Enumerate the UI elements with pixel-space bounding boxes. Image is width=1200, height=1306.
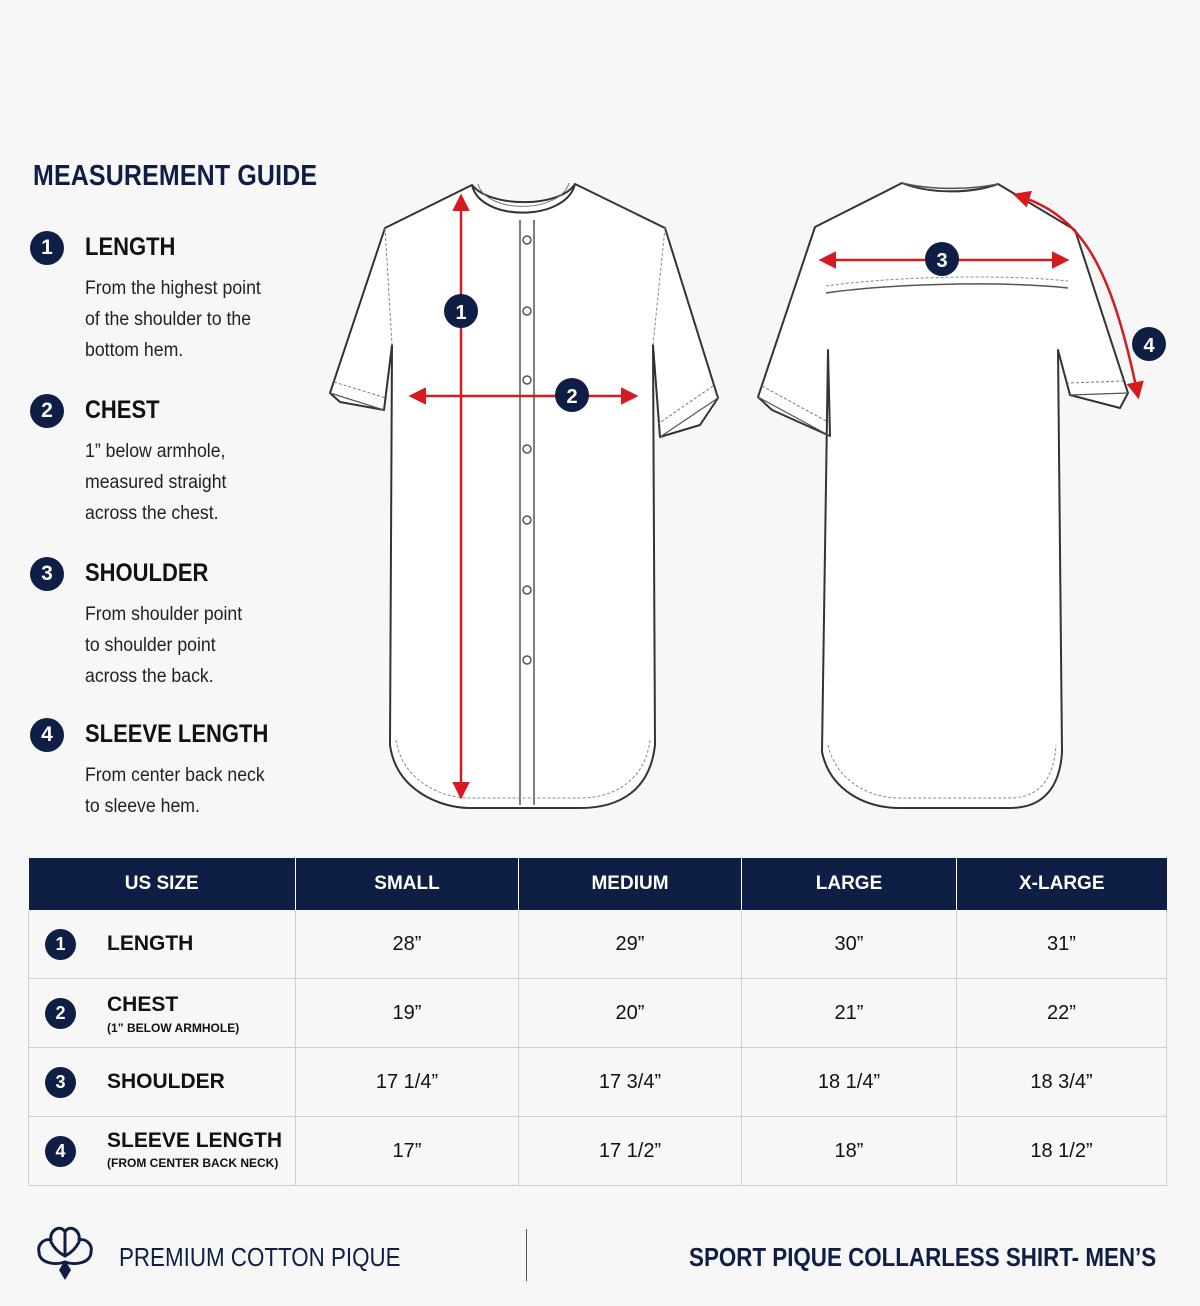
svg-text:1: 1 [455, 302, 467, 324]
header-medium: MEDIUM [519, 858, 742, 910]
table-row [29, 910, 1167, 979]
row-subtitle: (1” BELOW ARMHOLE) [107, 1021, 240, 1035]
step-heading: CHEST [85, 396, 160, 424]
sleeve-length-badge [1132, 327, 1166, 361]
svg-text:4: 4 [1143, 335, 1155, 357]
desc-line: 1” below armhole, [85, 441, 226, 462]
row-name: CHEST [107, 993, 179, 1016]
step-heading: LENGTH [85, 233, 176, 261]
desc-line: of the shoulder to the [85, 309, 252, 330]
desc-line: From the highest point [85, 278, 261, 299]
shoulder-badge [925, 242, 959, 276]
table-cell: 20” [519, 979, 742, 1048]
table-cell: 31” [957, 910, 1167, 979]
desc-line: From shoulder point [85, 604, 243, 625]
table-cell: 17 3/4” [519, 1048, 742, 1117]
chest-badge [555, 378, 589, 412]
svg-text:3: 3 [936, 250, 948, 272]
table-cell: 22” [957, 979, 1167, 1048]
footer-divider [526, 1229, 527, 1281]
table-row [29, 979, 1167, 1048]
step-heading: SHOULDER [85, 559, 209, 587]
desc-line: across the back. [85, 666, 214, 687]
footer-fabric-label: PREMIUM COTTON PIQUE [119, 1242, 401, 1272]
desc-line: measured straight [85, 472, 227, 493]
table-row [29, 1048, 1167, 1117]
footer-product-name: SPORT PIQUE COLLARLESS SHIRT- MEN’S [688, 1242, 1156, 1272]
row-number-badge: 3 [45, 1067, 76, 1098]
table-cell: 19” [296, 979, 519, 1048]
desc-line: bottom hem. [85, 340, 184, 361]
size-chart-table [28, 858, 1167, 1186]
table-cell: 30” [742, 910, 957, 979]
table-cell: 28” [296, 910, 519, 979]
table-cell: 18 3/4” [957, 1048, 1167, 1117]
desc-line: to sleeve hem. [85, 796, 200, 817]
length-badge [444, 294, 478, 328]
row-name: LENGTH [107, 932, 194, 955]
row-label-cell [29, 910, 296, 979]
table-cell: 21” [742, 979, 957, 1048]
step-number-badge: 3 [30, 557, 64, 591]
header-x-large: X-LARGE [957, 858, 1167, 910]
row-name: SHOULDER [107, 1070, 225, 1093]
back-shirt-illustration [758, 183, 1166, 808]
step-number-badge: 4 [30, 718, 64, 752]
svg-text:2: 2 [566, 386, 578, 408]
row-subtitle: (FROM CENTER BACK NECK) [107, 1156, 279, 1170]
step-number-badge: 1 [30, 231, 64, 265]
step-number-badge: 2 [30, 394, 64, 428]
table-row [29, 1117, 1167, 1186]
table-header-row [29, 858, 1167, 910]
table-cell: 17 1/2” [519, 1117, 742, 1186]
row-label-cell [29, 979, 296, 1048]
desc-line: From center back neck [85, 765, 265, 786]
header-us-size: US SIZE [29, 858, 296, 910]
row-label-cell [29, 1048, 296, 1117]
table-cell: 29” [519, 910, 742, 979]
row-number-badge: 2 [45, 998, 76, 1029]
desc-line: across the chest. [85, 503, 219, 524]
row-number-badge: 1 [45, 929, 76, 960]
row-label-cell [29, 1117, 296, 1186]
row-name: SLEEVE LENGTH [107, 1129, 283, 1152]
table-cell: 17” [296, 1117, 519, 1186]
header-small: SMALL [296, 858, 519, 910]
table-cell: 17 1/4” [296, 1048, 519, 1117]
table-cell: 18 1/4” [742, 1048, 957, 1117]
row-number-badge: 4 [45, 1136, 76, 1167]
table-cell: 18 1/2” [957, 1117, 1167, 1186]
header-large: LARGE [742, 858, 957, 910]
measurement-guide-title: MEASUREMENT GUIDE [33, 160, 318, 192]
step-heading: SLEEVE LENGTH [85, 720, 269, 748]
desc-line: to shoulder point [85, 635, 216, 656]
front-shirt-illustration [330, 183, 718, 808]
cotton-flower-icon [33, 1222, 97, 1282]
table-cell: 18” [742, 1117, 957, 1186]
